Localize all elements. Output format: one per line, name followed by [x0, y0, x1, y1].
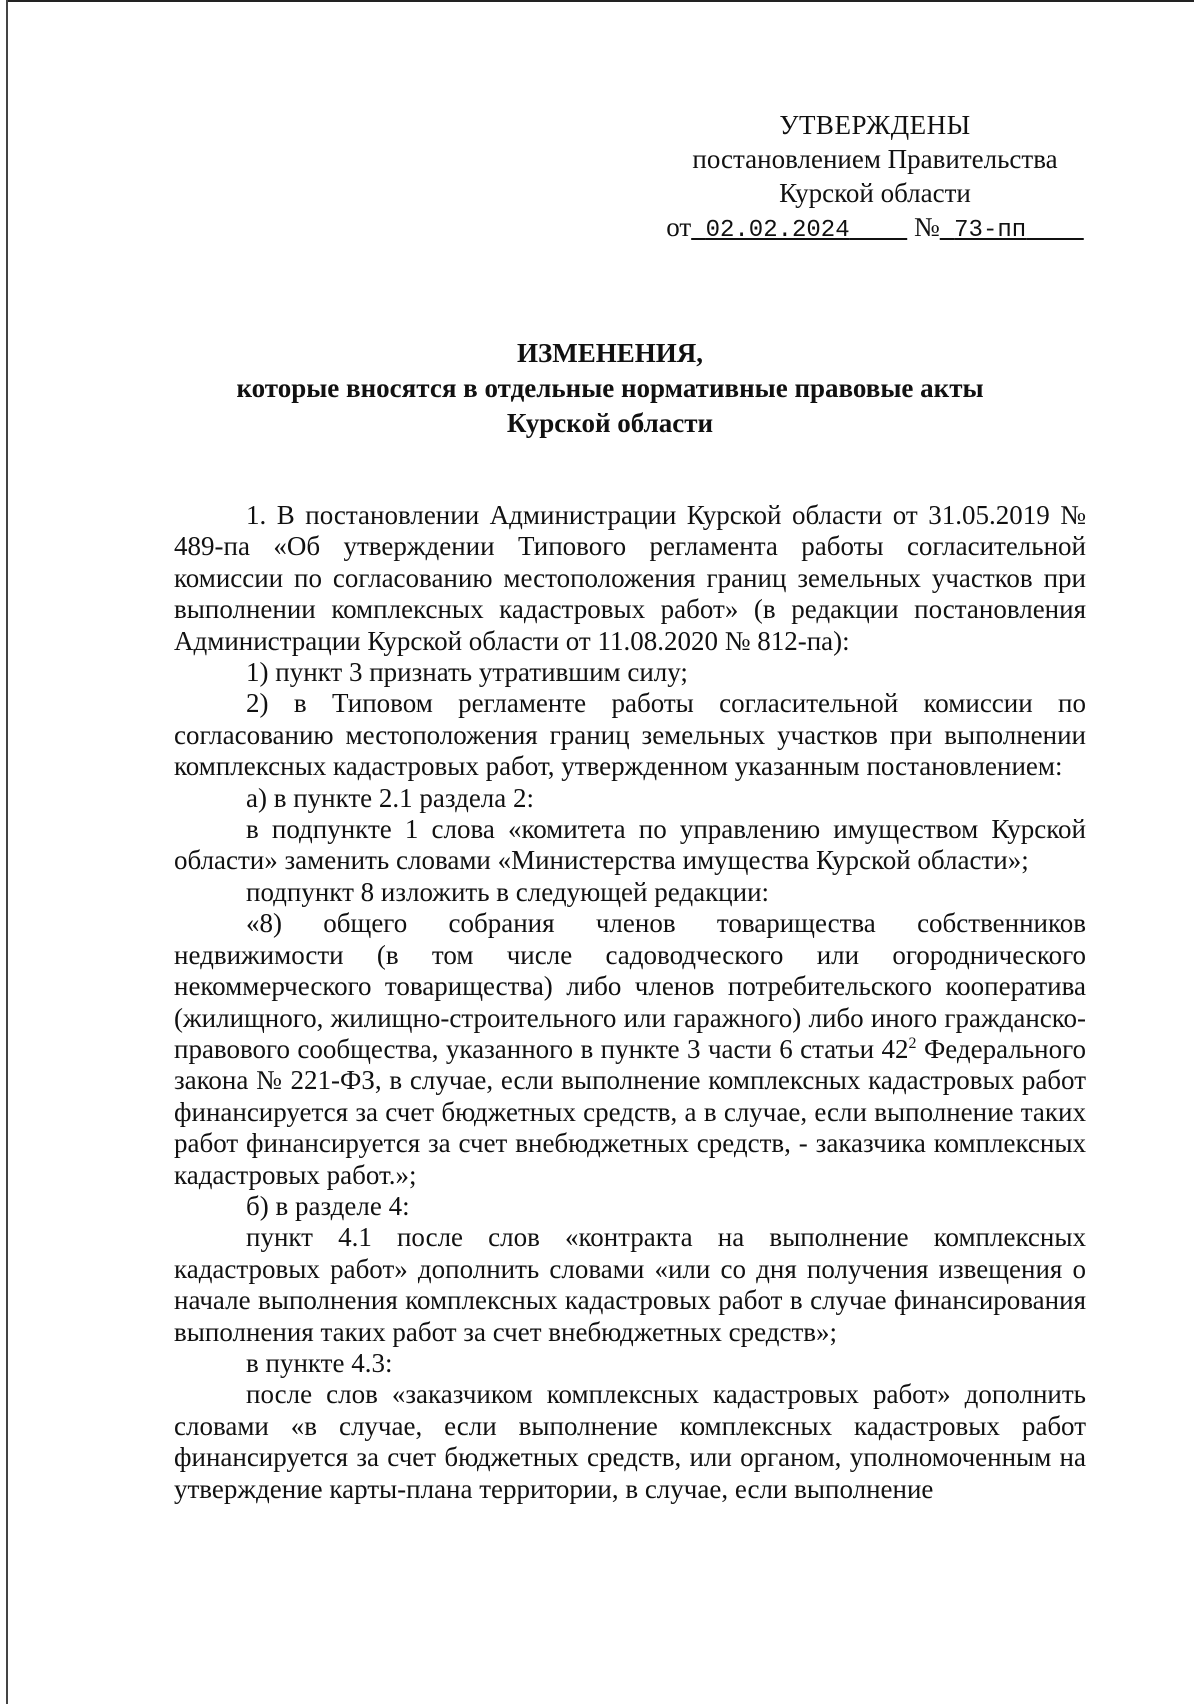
heading-subtitle: которые вносятся в отдельные нормативные правовые акты	[236, 373, 984, 403]
paragraph-7: «8) общего собрания членов товарищества собственников недвижимости (в том числе садоводческого или огороднического некоммерческого товарищества) либо членов потребительского кооператива (жилищного, жилищно-строительного или гаражного) либо иного гражданско-правового сообщества, указанного в пункте 3 части 6 статьи $42^2$ Федерального закона № 221-ФЗ, в случае, если выполнение комплексных кадастровых работ финансируется за счет бюджетных средств, а в случае, если выполнение таких работ финансируется за счет внебюджетных средств, - заказчика комплексных кадастровых работ.»;	[174, 908, 1086, 1190]
scan-border-top	[6, 0, 1194, 2]
paragraph-1: 1. В постановлении Администрации Курской области от 31.05.2019 № 489-па «Об утверждении Типового регламента работы согласительной комиссии по согласованию местоположения границ земельных участков при выполнении комплексных кадастровых работ» (в редакции постановления Администрации Курской области от 11.08.2020 № 812-па):	[174, 500, 1086, 656]
date-prefix: от	[666, 212, 692, 242]
approval-number: 73-пп	[954, 217, 1027, 244]
approval-date-line	[650, 210, 1100, 248]
approval-title: УТВЕРЖДЕНЫ	[779, 110, 971, 140]
paragraph-5: в подпункте 1 слова «комитета по управлению имуществом Курской области» заменить словами «Министерства имущества Курской области»;	[174, 814, 1086, 876]
document-body	[174, 500, 1086, 1505]
approval-line-2: Курской области	[779, 178, 971, 208]
paragraph-3: 2) в Типовом регламенте работы согласительной комиссии по согласованию местоположения границ земельных участков при выполнении комплексных кадастровых работ, утвержденном указанным постановлением:	[174, 688, 1086, 782]
paragraph-11: после слов «заказчиком комплексных кадастровых работ» дополнить словами «в случае, если выполнение комплексных кадастровых работ финансируется за счет бюджетных средств, или органом, уполномоченным на утверждение карты-плана территории, в случае, если выполнение	[174, 1379, 1086, 1504]
scan-border-left	[6, 0, 8, 1704]
approval-line-1: постановлением Правительства	[692, 144, 1058, 174]
paragraph-10: в пункте 4.3:	[246, 1347, 393, 1378]
paragraph-8: б) в разделе 4:	[246, 1190, 410, 1221]
paragraph-6: подпункт 8 изложить в следующей редакции:	[246, 876, 770, 907]
paragraph-2: 1) пункт 3 признать утратившим силу;	[246, 657, 688, 688]
paragraph-4: а) в пункте 2.1 раздела 2:	[246, 782, 535, 813]
superscript: 2	[908, 1034, 917, 1052]
approval-date: 02.02.2024	[705, 217, 850, 244]
heading-title: ИЗМЕНЕНИЯ,	[516, 338, 703, 368]
approval-stamp-block	[650, 108, 1100, 248]
paragraph-9: пункт 4.1 после слов «контракта на выполнение комплексных кадастровых работ» дополнить словами «или со дня получения извещения о начале выполнения комплексных кадастровых работ в случае финансирования выполнения таких работ за счет внебюджетных средств»;	[174, 1222, 1086, 1347]
number-prefix: №	[913, 212, 940, 242]
document-heading	[170, 336, 1050, 441]
heading-region: Курской области	[506, 408, 714, 438]
